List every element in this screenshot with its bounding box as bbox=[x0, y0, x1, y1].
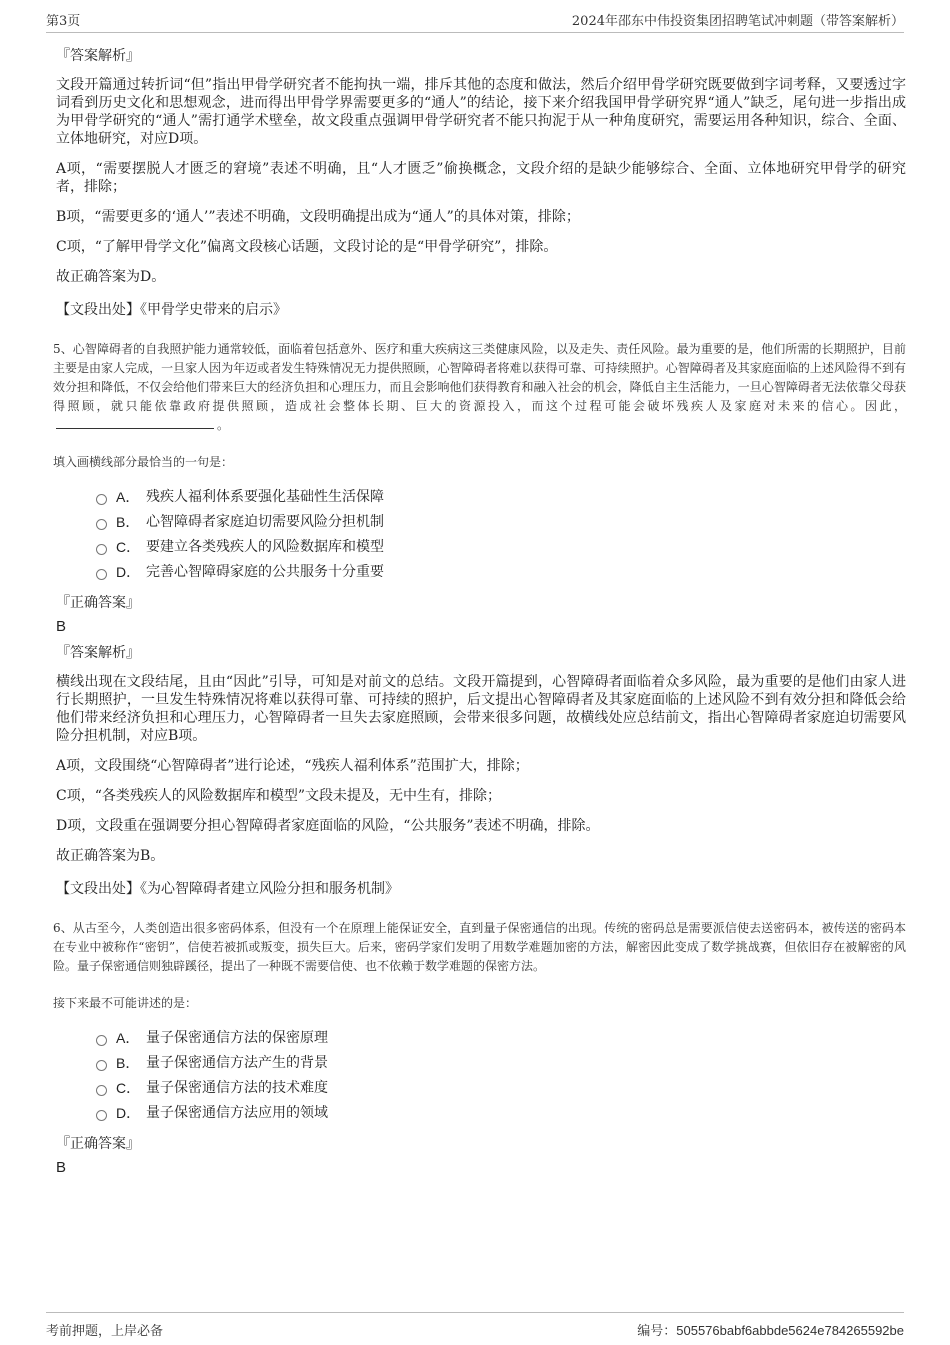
page-footer bbox=[46, 1312, 904, 1339]
page-header bbox=[46, 10, 904, 33]
radio-icon[interactable] bbox=[96, 1085, 107, 1096]
correct-answer: B bbox=[56, 1159, 67, 1176]
analysis-paragraph: C项，“了解甲骨学文化”偏离文段核心话题，文段讨论的是“甲骨学研究”，排除。 bbox=[56, 239, 558, 255]
correct-answer-label: 『正确答案』 bbox=[56, 595, 140, 611]
analysis-paragraph: A项，“需要摆脱人才匮乏的窘境”表述不明确，且“人才匮乏”偷换概念，文段介绍的是缺少能够综合、全面、立体地研究甲骨学的研究者，排除； bbox=[56, 161, 906, 195]
radio-icon[interactable] bbox=[96, 494, 107, 505]
option-d[interactable]: D． 完善心智障碍家庭的公共服务十分重要 bbox=[96, 560, 906, 585]
question-6 bbox=[53, 919, 906, 1178]
source-citation: 【文段出处】《甲骨学史带来的启示》 bbox=[56, 302, 287, 318]
option-c[interactable]: C． 量子保密通信方法的技术难度 bbox=[96, 1076, 906, 1101]
radio-icon[interactable] bbox=[96, 544, 107, 555]
option-b[interactable]: B． 量子保密通信方法产生的背景 bbox=[96, 1051, 906, 1076]
analysis-body bbox=[56, 76, 906, 286]
option-a[interactable]: A． 量子保密通信方法的保密原理 bbox=[96, 1026, 906, 1051]
source-citation: 【文段出处】《为心智障碍者建立风险分担和服务机制》 bbox=[56, 881, 399, 897]
question-5 bbox=[53, 340, 906, 899]
question-prompt: 接下来最不可能讲述的是： bbox=[53, 996, 198, 1010]
fill-blank bbox=[56, 416, 214, 429]
document-code: 编号：505576babf6abbde5624e784265592be bbox=[637, 1323, 904, 1339]
correct-answer: B bbox=[56, 618, 67, 635]
analysis-paragraph: 故正确答案为D。 bbox=[56, 269, 166, 285]
page-number: 第3页 bbox=[46, 14, 81, 29]
radio-icon[interactable] bbox=[96, 1035, 107, 1046]
page-content bbox=[53, 40, 906, 1182]
analysis-paragraph: B项，“需要更多的‘通人’”表述不明确，文段明确提出成为“通人”的具体对策，排除； bbox=[56, 209, 580, 225]
question-text: 5、心智障碍者的自我照护能力通常较低，面临着包括意外、医疗和重大疾病这三类健康风险，以及走失、责任风险。最为重要的是，他们所需的长期照护，目前主要是由家人完成，一旦家人因为年迈或者发生特殊情况无力提供照顾，心智障碍者将难以获得可靠、可持续照护。心智障碍者及其家庭面临的上述风险得不到有效分担和降低，不仅会给他们带来巨大的经济负担和心理压力，而且会影响他们获得教育和融入社会的机会，降低自主生活能力，一旦心智障碍者无法依靠父母获得照顾，就只能依靠政府提供照顾，造成社会整体长期、巨大的资源投入，而这个过程可能会破坏残疾人及家庭对未来的信心。因此，。 bbox=[53, 342, 906, 432]
correct-answer-label: 『正确答案』 bbox=[56, 1136, 140, 1152]
analysis-paragraph: 文段开篇通过转折词“但”指出甲骨学研究者不能拘执一端，排斥其他的态度和做法，然后介绍甲骨学研究既要做到字词考释，又要透过字词看到历史文化和思想观念，进而得出甲骨学界需要更多的“通人”的结论，接下来介绍我国甲骨学研究界“通人”缺乏，尾句进一步指出成为甲骨学研究的“通人”需打通学术壁垒，故文段重点强调甲骨学研究者不能只拘泥于从一种角度研究，需要运用各种知识，综合、全面、立体地研究，对应D项。 bbox=[56, 77, 906, 147]
option-d[interactable]: D． 量子保密通信方法应用的领域 bbox=[96, 1101, 906, 1126]
analysis-paragraph: D项，文段重在强调要分担心智障碍者家庭面临的风险，“公共服务”表述不明确，排除。 bbox=[56, 818, 600, 834]
radio-icon[interactable] bbox=[96, 519, 107, 530]
analysis-body bbox=[56, 673, 906, 865]
analysis-paragraph: A项，文段围绕“心智障碍者”进行论述，“残疾人福利体系”范围扩大，排除； bbox=[56, 758, 529, 774]
radio-icon[interactable] bbox=[96, 1060, 107, 1071]
option-c[interactable]: C． 要建立各类残疾人的风险数据库和模型 bbox=[96, 535, 906, 560]
option-list bbox=[56, 1026, 906, 1126]
question-prompt: 填入画横线部分最恰当的一句是： bbox=[53, 455, 234, 469]
radio-icon[interactable] bbox=[96, 1110, 107, 1121]
option-b[interactable]: B． 心智障碍者家庭迫切需要风险分担机制 bbox=[96, 510, 906, 535]
option-list bbox=[56, 485, 906, 585]
block0 bbox=[56, 46, 906, 320]
question-text: 6、从古至今，人类创造出很多密码体系，但没有一个在原理上能保证安全，直到量子保密通信的出现。传统的密码总是需要派信使去送密码本，被传送的密码本在专业中被称作“密钥”，信使若被抓或叛变，损失巨大。后来，密码学家们发明了用数学难题加密的方法，解密因此变成了数学挑战赛，但依旧存在被解密的风险。量子保密通信则独辟蹊径，提出了一种既不需要信使、也不依赖于数学难题的保密方法。 bbox=[53, 921, 906, 973]
document-title: 2024年邵东中伟投资集团招聘笔试冲刺题（带答案解析） bbox=[571, 14, 904, 29]
option-a[interactable]: A． 残疾人福利体系要强化基础性生活保障 bbox=[96, 485, 906, 510]
radio-icon[interactable] bbox=[96, 569, 107, 580]
analysis-paragraph: C项，“各类残疾人的风险数据库和模型”文段未提及，无中生有，排除； bbox=[56, 788, 502, 804]
analysis-label: 『答案解析』 bbox=[56, 645, 140, 661]
analysis-label: 『答案解析』 bbox=[56, 48, 140, 64]
footer-slogan: 考前押题，上岸必备 bbox=[46, 1324, 164, 1339]
analysis-paragraph: 故正确答案为B。 bbox=[56, 848, 165, 864]
analysis-paragraph: 横线出现在文段结尾，且由“因此”引导，可知是对前文的总结。文段开篇提到，心智障碍者面临着众多风险，最为重要的是他们由家人进行长期照护，一旦发生特殊情况将难以获得可靠、可持续的照护，后文提出心智障碍者及其家庭面临的上述风险不到有效分担和降低会给他们带来经济负担和心理压力，心智障碍者一旦失去家庭照顾，会带来很多问题，故横线处应总结前文，指出心智障碍者家庭迫切需要风险分担机制，对应B项。 bbox=[56, 674, 906, 744]
